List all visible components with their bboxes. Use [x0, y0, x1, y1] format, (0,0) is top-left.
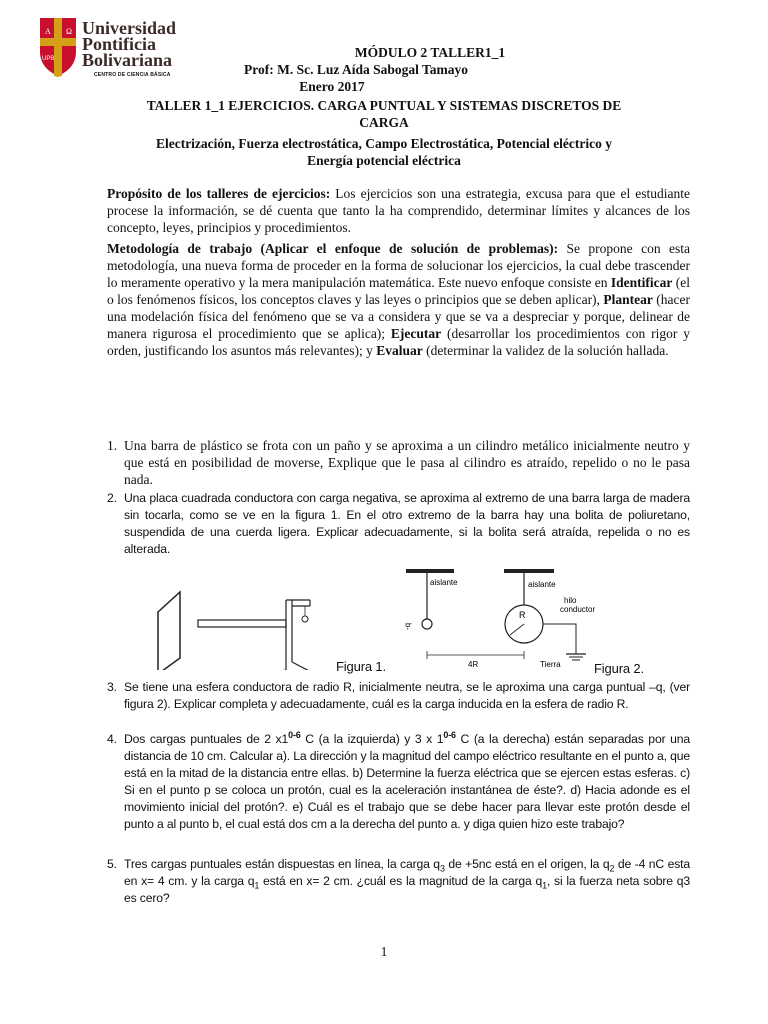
polyurethane-ball — [302, 616, 308, 622]
methodology-text-1: Se propone con esta metodología, una nueva forma de proceder en la forma de solucionar los ejercicios, la cual debe trascender lo meramente operativo y la mera manipulación matemática. Este nuevo enfoque consiste en — [107, 241, 691, 290]
exercise-number: 2. — [107, 491, 117, 505]
exponent-2: 0-6 — [443, 729, 456, 740]
figure-1 — [150, 580, 360, 670]
methodology-label: Metodología de trabajo (Aplicar el enfoque de solución de problemas): — [107, 241, 559, 256]
topics-line-1: Electrización, Fuerza electrostática, Campo Electrostática, Potencial eléctrico y — [155, 136, 613, 151]
methodology-text-2: (el o los fenómenos físicos, los conceptos claves y las leyes o principios que se deben aplicar), — [107, 275, 690, 307]
upb-glyph: UPB — [42, 56, 55, 62]
exercise-text: Se tiene una esfera conductora de radio R, inicialmente neutra, se le aproxima una carga puntual –q, (ver figura 2). Explicar completa y adecuadamente, cuál es la carga inducida en la esfera de radio R. — [124, 680, 690, 711]
wooden-bar — [198, 620, 286, 627]
figure-2-label: Figura 2. — [594, 661, 644, 676]
support-beam-1 — [406, 569, 454, 573]
page-number: 1 — [380, 944, 388, 959]
methodology-text-5: (determinar la validez de la solución hallada. — [422, 343, 669, 358]
charged-plate — [158, 592, 180, 670]
workshop-title-line-2: CARGA — [359, 115, 409, 130]
logo-line-2: Pontificia — [82, 34, 156, 54]
exercise-number: 3. — [107, 680, 117, 694]
methodology-text-3: (hacer una modelación física del fenómeno que se va a considera y que se va a despreciar y porque, delinear de manera rigurosa el procedimiento que se aplica); — [107, 292, 690, 341]
exercise-number: 1. — [107, 438, 118, 453]
purpose-label: Propósito de los talleres de ejercicios: — [107, 186, 331, 201]
omega-glyph: Ω — [66, 27, 72, 36]
exercise-5-text-d: está en x= 2 cm. ¿cuál es la magnitud de la carga q — [259, 874, 543, 888]
methodology-text-4: (desarrollar los procedimientos con rigor y orden, justificando los asuntos más relevantes); y — [107, 326, 690, 358]
stand-base — [268, 662, 315, 670]
methodology-plantear: Plantear — [603, 292, 653, 307]
insulator-label-2: aislante — [528, 580, 556, 589]
logo-subtitle: CENTRO DE CIENCIA BÁSICA — [94, 72, 171, 78]
subscript-q3: 3 — [439, 863, 445, 874]
conductor-wire-label-1: hilo — [564, 596, 577, 605]
methodology-ejecutar: Ejecutar — [390, 326, 442, 341]
exercise-4-text-a: Dos cargas puntuales de 2 x1 — [124, 732, 289, 746]
point-charge — [422, 619, 432, 629]
support-beam-2 — [504, 569, 554, 573]
subscript-q2: 2 — [609, 863, 615, 874]
distance-label: 4R — [468, 660, 479, 669]
logo-line-1: Universidad — [82, 18, 177, 38]
logo-line-3: Bolivariana — [82, 50, 173, 70]
radius-line — [510, 624, 524, 635]
methodology-evaluar: Evaluar — [376, 343, 423, 358]
exercise-text — [124, 731, 690, 833]
methodology-identificar: Identificar — [610, 275, 673, 290]
exercise-5-text-c: de -4 nC esta en x= 4 cm. y la carga q — [124, 857, 691, 888]
figure-1-label: Figura 1. — [336, 659, 386, 674]
conductor-wire-label-2: conductor — [560, 605, 596, 614]
exponent-1: 0-6 — [288, 729, 301, 740]
exercise-5-text-e: , si la fuerza neta sobre q3 es cero? — [124, 874, 690, 905]
figure-2 — [400, 563, 600, 675]
exercise-text — [124, 856, 690, 907]
exercise-number: 5. — [107, 857, 117, 871]
exercise-4-text-b: C (a la izquierda) y 3 x 1 — [300, 732, 444, 746]
insulator-label-1: aislante — [430, 578, 458, 587]
methodology-paragraph — [107, 240, 690, 359]
date: Enero 2017 — [299, 79, 365, 94]
conductor-wire — [543, 624, 576, 654]
module-title: MÓDULO 2 TALLER1_1 — [354, 45, 506, 60]
exercise-text: Una placa cuadrada conductora con carga negativa, se aproxima al extremo de una barra larga de madera sin tocarla, como se ve en la figura 1. En el otro extremo de la barra hay una bolita de poliuretano, suspendida de una cuerda ligera. Explicar adecuadamente, si la bolita será atraída, repelida o no es alterada. — [124, 491, 690, 556]
alpha-glyph: A — [45, 27, 51, 36]
purpose-paragraph — [107, 185, 690, 236]
exercise-4-text-c: C (a la derecha) están separadas por una distancia de 10 cm. Calcular a). La dirección y la magnitud del campo eléctrico resultante en el punto a, que está en la mitad de la distancia entre ellas. b) Determine la fuerza eléctrica que se ejercen estas esferas. c) Si en el punto p se coloca un protón, cual es la aceleración instantánea de éste?. d) Hacia adonde es el movimiento inicial del protón?. e) Cuál es el trabajo que se debe hacer para llevar este protón desde el punto a al punto b, el cual está dos cm a la derecha del punto a. y diga quien hizo este trabajo? — [124, 732, 691, 831]
purpose-text: Los ejercicios son una estrategia, excusa para que el estudiante procese la información, se dé cuenta que tanto la ha comprendido, determinar límites y alcances de los concepto, leyes, principios y procedimientos. — [107, 186, 691, 235]
subscript-q1-b: 1 — [542, 880, 547, 891]
exercise-5-text-b: de +5nc está en el origen, la q — [444, 857, 610, 871]
workshop-title-line-1: TALLER 1_1 EJERCICIOS. CARGA PUNTUAL Y SISTEMAS DISCRETOS DE — [146, 98, 622, 113]
exercise-text: Una barra de plástico se frota con un paño y se aproxima a un cilindro metálico inicialmente neutro y que está en posibilidad de moverse, Explique que le pasa al cilindro es atraído, repelido o no le pasa nada. — [124, 438, 690, 487]
charge-label: -q — [403, 622, 412, 630]
topics-line-2: Energía potencial eléctrica — [307, 153, 461, 168]
ground-label: Tierra — [540, 660, 561, 669]
subscript-q1: 1 — [254, 880, 260, 891]
professor-name: Prof: M. Sc. Luz Aída Sabogal Tamayo — [243, 62, 469, 77]
exercise-5-text-a: Tres cargas puntuales están dispuestas en línea, la carga q — [124, 857, 440, 871]
radius-label: R — [519, 610, 526, 620]
exercise-number: 4. — [107, 732, 117, 746]
